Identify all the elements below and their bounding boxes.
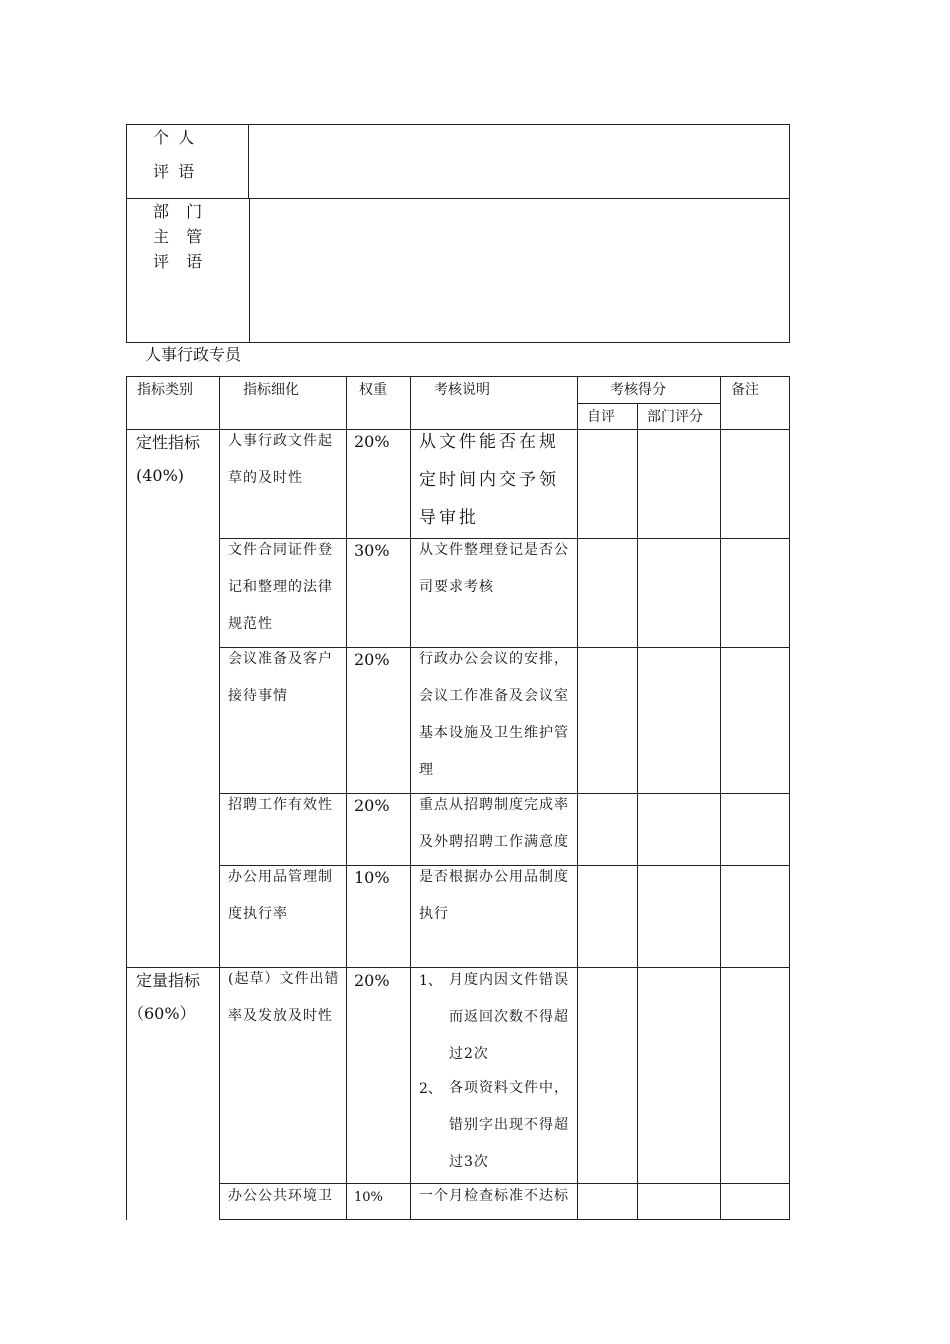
row-6-item-2-number: 2、 xyxy=(419,1081,442,1097)
row-6-item-1-number: 1、 xyxy=(419,973,442,989)
group-qualitative-ratio: (40%) xyxy=(136,466,185,485)
header-detail: 指标细化 xyxy=(243,382,299,398)
table-top-border xyxy=(126,376,790,377)
header-subline xyxy=(577,403,720,404)
row-6-item-2-text: 各项资料文件中，错别字出现不得超过3次 xyxy=(449,1080,569,1170)
table-bottom-line xyxy=(219,1219,790,1220)
comments-label-divider-bottom xyxy=(249,198,250,343)
row-2-weight: 30% xyxy=(354,541,390,560)
header-self-score: 自评 xyxy=(587,409,615,425)
row-3-detail: 会议准备及客户接待事情 xyxy=(228,651,333,704)
col-line-dept xyxy=(637,403,638,1220)
col-line-self xyxy=(577,376,578,1220)
row-5-detail: 办公用品管理制度执行率 xyxy=(228,869,333,922)
row-7-detail: 办公公共环境卫 xyxy=(228,1188,333,1204)
dept-comment-area[interactable] xyxy=(251,200,788,341)
row-4-description: 重点从招聘制度完成率及外聘招聘工作满意度 xyxy=(419,797,569,850)
col-line-detail xyxy=(219,376,220,1220)
dept-comment-label-line2: 主 管 xyxy=(153,227,209,246)
row-3-weight: 20% xyxy=(354,650,390,669)
dept-comment-label-line1: 部 门 xyxy=(153,202,209,221)
group-quantitative-ratio: （60%） xyxy=(128,1004,196,1023)
row-3-description: 行政办公会议的安排，会议工作准备及会议室基本设施及卫生维护管理 xyxy=(419,651,569,778)
header-description: 考核说明 xyxy=(434,382,490,398)
col-line-weight xyxy=(346,376,347,1220)
row-5-weight: 10% xyxy=(354,868,390,887)
dept-comment-label-line3: 评 语 xyxy=(153,252,209,271)
header-score: 考核得分 xyxy=(610,382,666,398)
row-6-weight: 20% xyxy=(354,971,390,990)
header-dept-score: 部门评分 xyxy=(647,409,703,425)
personal-comment-area[interactable] xyxy=(250,126,788,197)
row-7-description: 一个月检查标准不达标 xyxy=(419,1188,569,1204)
comments-divider xyxy=(126,198,790,199)
table-left-border xyxy=(126,376,127,1220)
row-5-description: 是否根据办公用品制度执行 xyxy=(419,869,569,922)
section-title: 人事行政专员 xyxy=(145,345,242,364)
row-1-detail: 人事行政文件起草的及时性 xyxy=(228,433,333,486)
personal-comment-label-line1: 个 人 xyxy=(153,128,197,147)
row-2-detail: 文件合同证件登记和整理的法律规范性 xyxy=(228,542,333,632)
row-1-description: 从文件能否在规定时间内交予领导审批 xyxy=(419,432,559,528)
table-right-border xyxy=(789,376,790,1220)
row-6-item-1-text: 月度内因文件错误而返回次数不得超过2次 xyxy=(449,972,569,1062)
header-weight: 权重 xyxy=(359,382,387,398)
comments-label-divider-top xyxy=(248,124,249,199)
col-line-description xyxy=(410,376,411,1220)
group-quantitative-label: 定量指标 xyxy=(136,971,201,990)
row-7-weight: 10% xyxy=(354,1190,383,1205)
row-1-weight: 20% xyxy=(354,432,390,451)
row-6-detail: (起草）文件出错率及发放及时性 xyxy=(228,971,340,1024)
col-line-remark xyxy=(720,376,721,1220)
row-4-detail: 招聘工作有效性 xyxy=(228,797,333,813)
group-qualitative-label: 定性指标 xyxy=(136,433,201,452)
row-2-description: 从文件整理登记是否公司要求考核 xyxy=(419,542,569,595)
row-4-weight: 20% xyxy=(354,796,390,815)
header-remark: 备注 xyxy=(731,382,759,398)
header-category: 指标类别 xyxy=(137,382,193,398)
personal-comment-label-line2: 评 语 xyxy=(153,162,197,181)
